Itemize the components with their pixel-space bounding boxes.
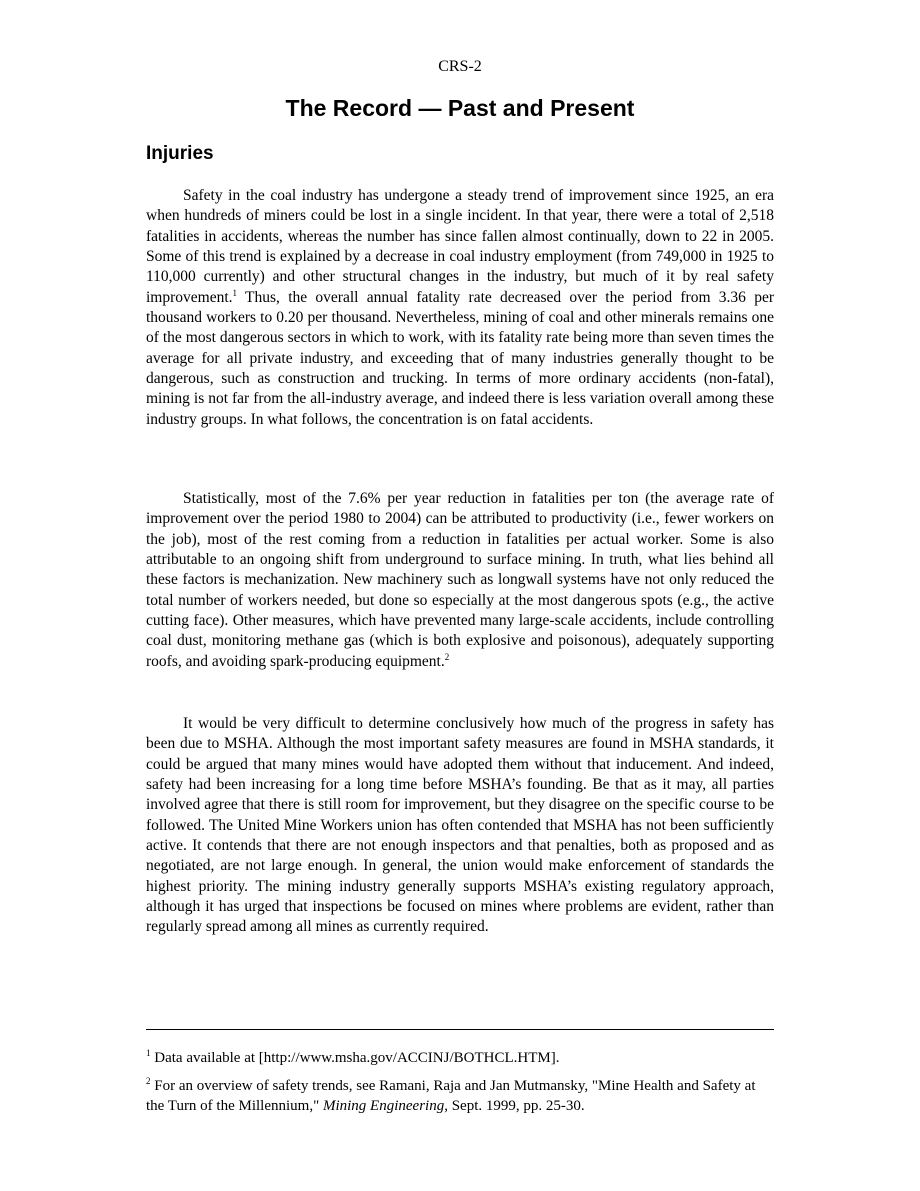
paragraph-3-text: It would be very difficult to determine conclusively how much of the progress in safety has been due to MSHA. Although the most important safety measures are found in MSHA standards, it could be argued that many mines would have adopted them without that inducement. And indeed, safety had been increasing for a long time before MSHA’s founding. Be that as it may, all parties involved agree that there is still room for improvement, but they disagree on the specific course to be followed. The United Mine Workers union has often contended that MSHA has not been sufficiently active. It contends that there are not enough inspectors and that penalties, both as proposed and as negotiated, are not large enough. In general, the union would make enforcement of standards the highest priority. The mining industry generally supports MSHA’s existing regulatory approach, although it has urged that inspections be focused on mines where problems are evident, rather than regularly spread among all mines as currently required. (146, 715, 774, 936)
footnote-2-mark: 2 (146, 1076, 151, 1086)
footnote-ref-1[interactable]: 1 (232, 287, 238, 298)
paragraph-1-text: Safety in the coal industry has undergone a steady trend of improvement since 1925, an era when hundreds of miners could be lost in a single incident. In that year, there were a total of 2,518 fatalities in accidents, whereas the number has since fallen almost continually, down to 22 in 2005. Some of this trend is explained by a decrease in coal industry employment (from 749,000 in 1925 to 110,000 currently) and other structural changes in the industry, but much of it by real safety improvement. (146, 187, 774, 306)
page-title: The Record — Past and Present (285, 95, 635, 121)
paragraph-1-text-continued: Thus, the overall annual fatality rate decreased over the period from 3.36 per thousand workers to 0.20 per thousand. Nevertheless, mining of coal and other minerals remains one of the most dangerous sectors in which to work, with its fatality rate being more than seven times the average for all private industry, and exceeding that of many industries generally thought to be dangerous, such as construction and trucking. In terms of more ordinary accidents (non-fatal), mining is not far from the all-industry average, and indeed there is less variation overall among these industry groups. In what follows, the concentration is on fatal accidents. (146, 288, 774, 428)
paragraph-2 (146, 489, 774, 672)
paragraph-1 (146, 186, 774, 430)
page-number: CRS-2 (438, 58, 482, 75)
footnote-divider (146, 1029, 774, 1030)
footnote-2-journal: Mining Engineering (322, 1098, 445, 1114)
footnote-2 (146, 1076, 774, 1116)
footnote-1-mark: 1 (146, 1048, 151, 1058)
footnote-1-text: Data available at [http://www.msha.gov/ACCINJ/BOTHCL.HTM]. (150, 1050, 560, 1066)
footnote-2-text-end: , Sept. 1999, pp. 25-30. (444, 1098, 585, 1114)
section-heading: Injuries (146, 143, 214, 164)
footnote-2-text: For an overview of safety trends, see Ramani, Raja and Jan Mutmansky, "Mine Health and Safety at the Turn of the Millennium," (146, 1078, 756, 1114)
paragraph-2-text: Statistically, most of the 7.6% per year reduction in fatalities per ton (the average rate of improvement over the period 1980 to 2004) can be attributed to productivity (i.e., fewer workers on the job), most of the rest coming from a reduction in fatalities per actual worker. Some is also attributable to an ongoing shift from underground to surface mining. In truth, what lies behind all these factors is mechanization. New machinery such as longwall systems have not only reduced the total number of workers needed, but done so especially at the most dangerous spots (e.g., the active cutting face). Other measures, which have prevented many large-scale accidents, include controlling coal dust, monitoring methane gas (which is both explosive and poisonous), adequately supporting roofs, and avoiding spark-producing equipment. (146, 490, 774, 670)
paragraph-3 (146, 714, 774, 938)
footnote-1 (146, 1048, 774, 1068)
footnote-ref-2[interactable]: 2 (444, 651, 450, 662)
